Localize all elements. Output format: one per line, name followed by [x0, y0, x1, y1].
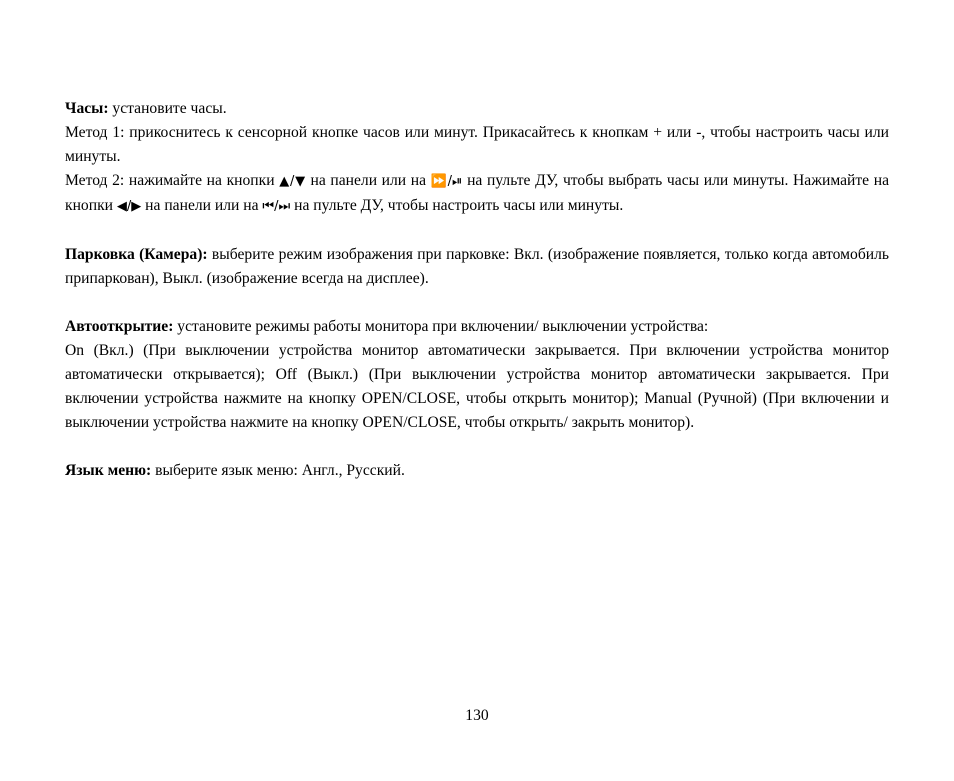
- method2-text-e: на пульте ДУ, чтобы настроить часы или минуты.: [290, 197, 624, 214]
- language-title: Язык меню:: [65, 462, 152, 479]
- language-desc: выберите язык меню: Англ., Русский.: [151, 462, 405, 479]
- clock-heading-line: [65, 97, 889, 121]
- up-down-arrows-icon: ▲/▼: [279, 174, 306, 189]
- method2-text-b: на панели или на: [305, 172, 431, 189]
- autoopen-desc: установите режимы работы монитора при включении/ выключении устройства:: [173, 318, 709, 335]
- page-content: [65, 97, 889, 483]
- method2-text-d: на панели или на: [141, 197, 263, 214]
- spacer: [65, 435, 889, 459]
- clock-desc: установите часы.: [108, 100, 227, 117]
- spacer: [65, 219, 889, 243]
- page-number: 130: [465, 707, 489, 724]
- autoopen-title: Автооткрытие:: [65, 318, 174, 335]
- language-section: [65, 459, 889, 483]
- prev-next-track-icon: ⏮/⏭: [262, 199, 291, 214]
- method2-text-a: Метод 2: нажимайте на кнопки: [65, 172, 280, 189]
- clock-title: Часы:: [65, 100, 109, 117]
- parking-title: Парковка (Камера):: [65, 246, 208, 263]
- parking-section: [65, 243, 889, 291]
- autoopen-heading-line: [65, 315, 889, 339]
- left-right-arrows-icon: ◀/▶: [116, 199, 142, 214]
- forward-play-pause-icon: ⏩/⏯: [430, 174, 463, 189]
- autoopen-modes: On (Вкл.) (При выключении устройства монитор автоматически закрывается. При включении устройства монитор автоматически открывается); Off (Выкл.) (При выключении устройства монитор автоматически закрывается. При включении устройства нажмите на кнопку OPEN/CLOSE, чтобы открыть монитор); Manual (Ручной) (При включении и выключении устройства нажмите на кнопку OPEN/CLOSE, чтобы открыть/ закрыть монитор).: [65, 342, 889, 431]
- parking-desc: выберите режим изображения при парковке: Вкл. (изображение появляется, только когда автомобиль припаркован), Выкл. (изображение всегда на дисплее).: [65, 246, 889, 287]
- clock-method-1: Метод 1: прикоснитесь к сенсорной кнопке часов или минут. Прикасайтесь к кнопкам + или -, чтобы настроить часы или минуты.: [65, 124, 889, 165]
- method2-text-c: на пульте ДУ, чтобы выбрать часы или минуты. Нажимайте на кнопки: [65, 172, 890, 214]
- spacer: [65, 291, 889, 315]
- clock-method-2: [65, 169, 889, 219]
